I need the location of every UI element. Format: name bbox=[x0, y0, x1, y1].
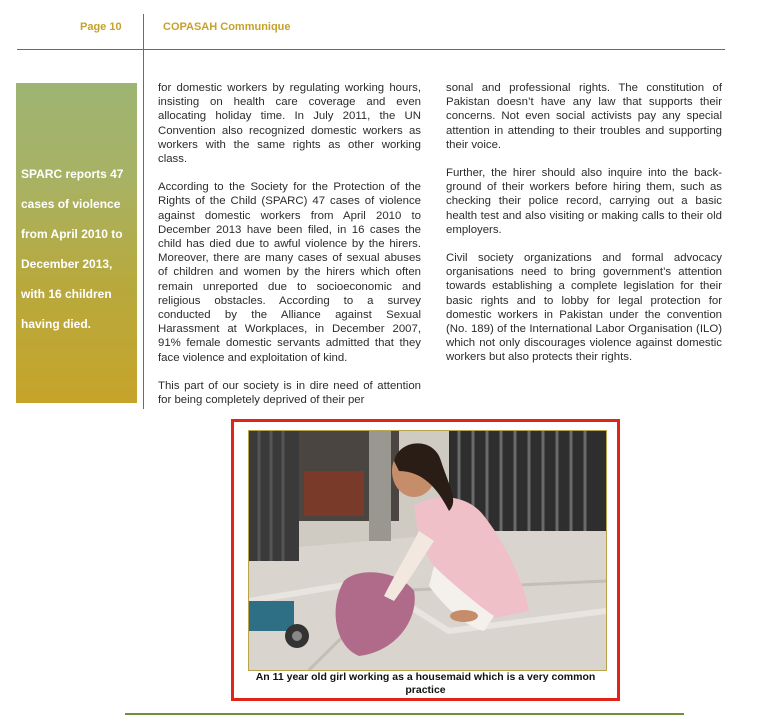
paragraph: for domestic workers by regulating working hours, insisting on health care coverage and even allocating holiday time. In July 2011, the UN Convention also recognized domestic workers as workers with the same rights as other working class. bbox=[158, 82, 421, 166]
article-column-2 bbox=[446, 81, 722, 379]
photo-caption: An 11 year old girl working as a housemaid which is a very common practice bbox=[255, 671, 596, 696]
paragraph: sonal and professional rights. The constitution of Pakistan doesn’t have any law that supports their concerns. Not even social activists pay any special attention in attending to their troubles and supporting their voice. bbox=[446, 82, 722, 151]
paragraph: According to the Society for the Protection of the Rights of the Child (SPARC) 47 cases of violence against domestic workers from April 2010 to December 2013 have been filed, in 16 cases the child has died due to awful violence by the hirers. Moreover, there are many cases of sexual abuses of children and women by the hirers which often remain unreported due to socioeconomic and religious obstacles. According to a survey conducted by the Alliance against Sexual Harassment at Workplaces, in December 2007, 91% female domestic servants admitted that they face violence and exploitation of kind. bbox=[158, 181, 421, 364]
pull-quote-sidebar bbox=[16, 83, 137, 403]
header-horizontal-rule bbox=[17, 49, 725, 50]
paragraph: Civil society organizations and formal advocacy organisations need to bring government’s attention towards establishing a complete legislation for their basic rights and to lobby for legal protection for domestic workers in Pakistan under the convention (No. 189) of the International Labor Organisation (ILO) which not only discourages violence against domestic workers but also protects their rights. bbox=[446, 252, 722, 364]
pull-quote-text: SPARC reports 47 cases of violence from April 2010 to December 2013, with 16 children having died. bbox=[21, 167, 124, 331]
publication-title: COPASAH Communique bbox=[163, 21, 291, 33]
paragraph: This part of our society is in dire need of attention for being completely deprived of their per bbox=[158, 379, 421, 407]
photo-figure bbox=[231, 419, 620, 701]
article-column-1 bbox=[158, 81, 421, 414]
paragraph: Further, the hirer should also inquire into the background of their workers before hiring them, such as checking their police record, carrying out a basic health test and also visiting or making calls to their old employers. bbox=[446, 167, 722, 236]
header-vertical-rule bbox=[143, 14, 144, 409]
page-number: Page 10 bbox=[80, 21, 122, 33]
housemaid-photo bbox=[248, 430, 607, 671]
